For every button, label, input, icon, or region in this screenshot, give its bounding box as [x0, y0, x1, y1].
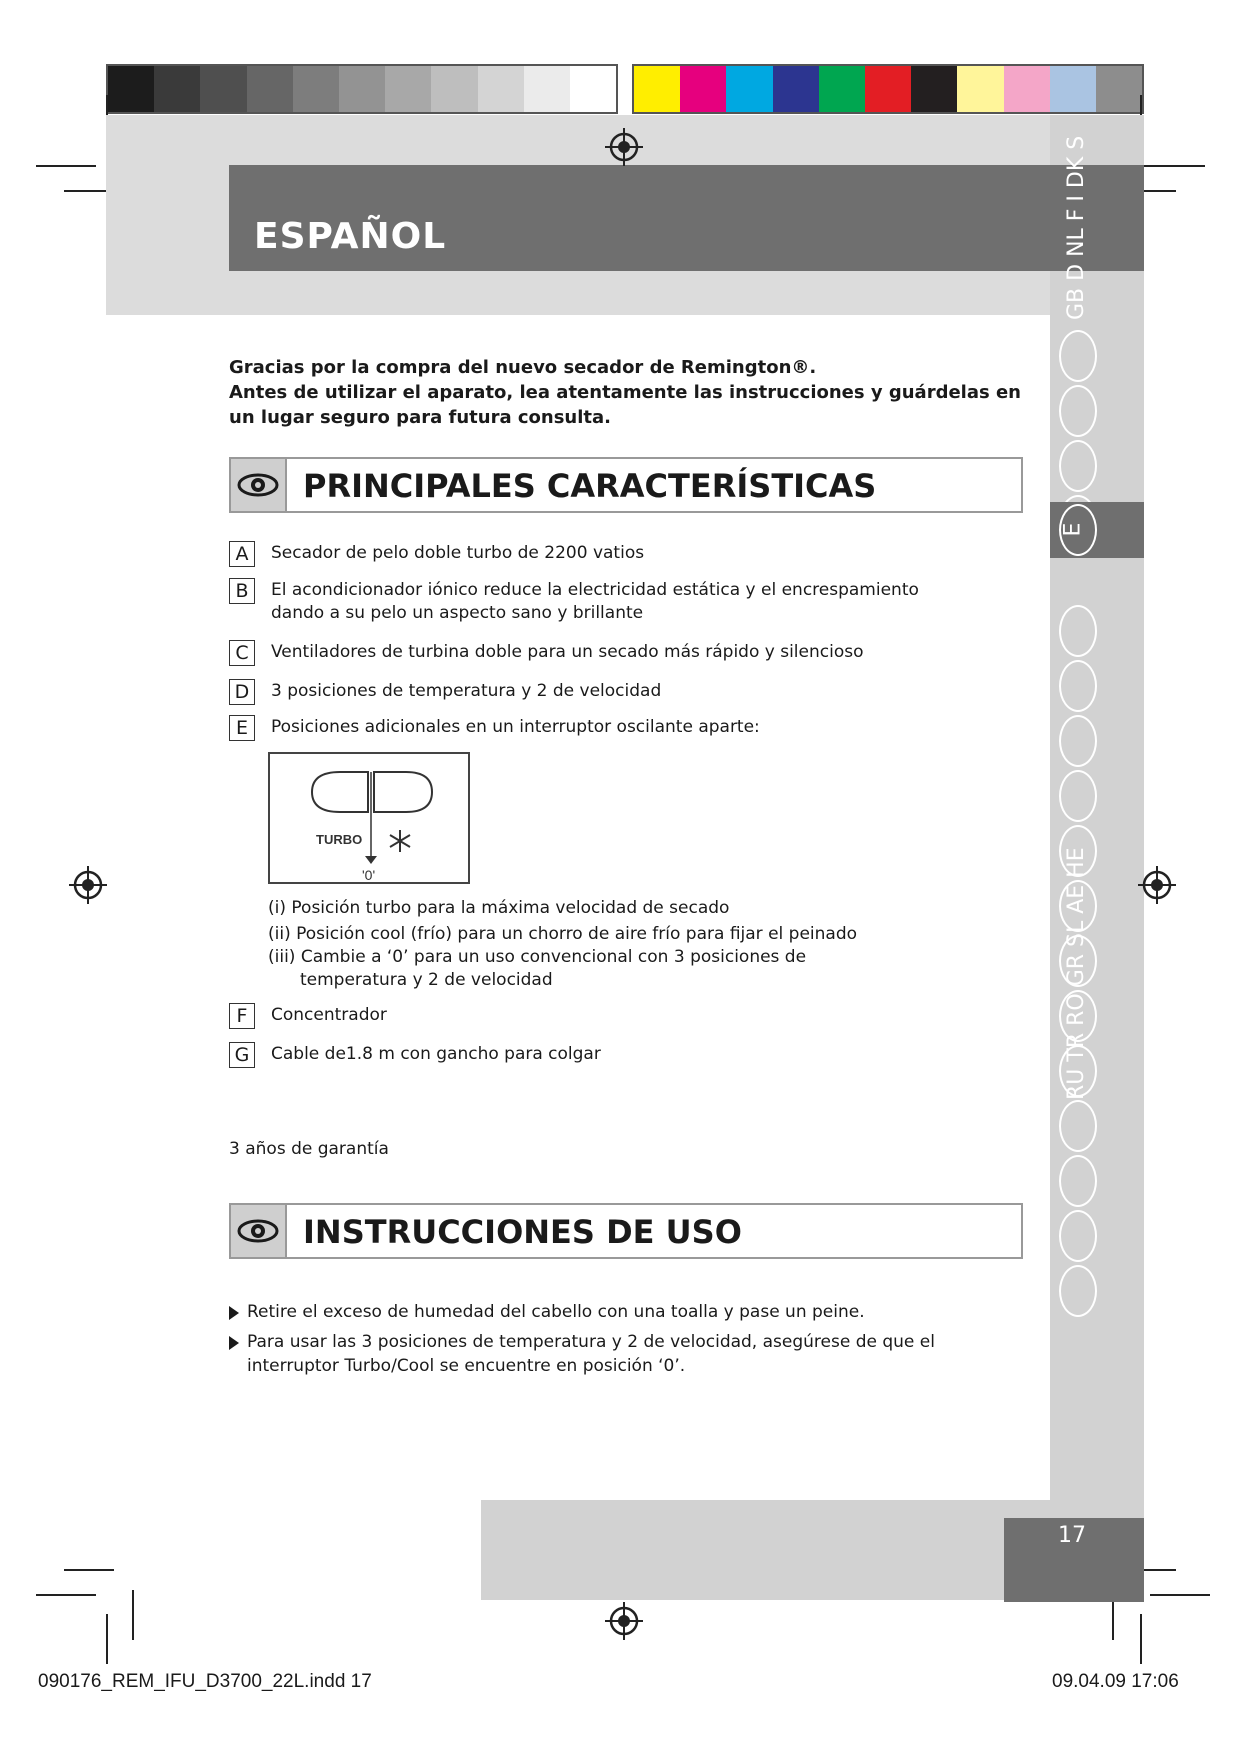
feature-letter: A — [229, 541, 255, 567]
date-slug: 09.04.09 17:06 — [1052, 1671, 1179, 1692]
position-item: (ii) Posición cool (frío) para un chorro de aire frío para fijar el peinado — [268, 924, 858, 944]
section-header-usage — [229, 1203, 1023, 1259]
rocker-switch-diagram — [268, 752, 470, 884]
feature-text: 3 posiciones de temperatura y 2 de velocidad — [271, 681, 662, 701]
color-swatch — [478, 66, 524, 112]
registration-mark-icon — [605, 128, 643, 166]
color-swatch — [200, 66, 246, 112]
usage-bullet-text: Para usar las 3 posiciones de temperatura y 2 de velocidad, asegúrese de que el interruptor Turbo/Cool se encuentre en posición ‘0’. — [247, 1332, 935, 1376]
color-swatch — [1004, 66, 1050, 112]
color-swatch — [570, 66, 616, 112]
switch-positions-list — [268, 897, 968, 992]
feature-text: Concentrador — [271, 1005, 387, 1025]
color-swatch — [911, 66, 957, 112]
bullet-arrow-icon — [229, 1336, 239, 1350]
snowflake-icon — [390, 830, 410, 852]
color-swatch — [957, 66, 1003, 112]
color-swatch — [108, 66, 154, 112]
feature-text: El acondicionador iónico reduce la electricidad estática y el encrespamiento dando a su pelo un aspecto sano y brillante — [271, 580, 919, 623]
color-swatch — [819, 66, 865, 112]
language-tab-circle — [1059, 1155, 1097, 1207]
eye-icon-box — [231, 1205, 287, 1257]
feature-letter: D — [229, 679, 255, 705]
color-swatch — [524, 66, 570, 112]
grayscale-color-bar — [106, 64, 618, 114]
position-item: temperatura y 2 de velocidad — [300, 970, 553, 990]
feature-text: Ventiladores de turbina doble para un secado más rápido y silencioso — [271, 642, 864, 662]
language-tabs-bottom — [1060, 640, 1092, 1110]
feature-letter: E — [229, 715, 255, 741]
feature-letter: C — [229, 640, 255, 666]
language-codes-top: GB D NL F I DK S — [1064, 135, 1089, 320]
language-tabs-top — [1060, 115, 1092, 320]
section-title-usage: INSTRUCCIONES DE USO — [303, 1213, 742, 1251]
active-language-letter: E — [1060, 522, 1086, 537]
language-tab-circle — [1059, 330, 1097, 382]
color-swatch — [293, 66, 339, 112]
bullet-arrow-icon — [229, 1306, 239, 1320]
page-title: ESPAÑOL — [254, 216, 447, 257]
color-swatch — [634, 66, 680, 112]
position-item: (iii) Cambie a ‘0’ para un uso convencional con 3 posiciones de — [268, 947, 807, 967]
color-swatch — [1050, 66, 1096, 112]
crop-mark — [36, 1594, 96, 1596]
color-swatch — [680, 66, 726, 112]
feature-letter: B — [229, 578, 255, 604]
crop-mark — [1140, 165, 1205, 167]
eye-icon-box — [231, 459, 287, 511]
crop-mark — [1150, 1594, 1210, 1596]
language-tab-circle — [1059, 1265, 1097, 1317]
feature-letter: F — [229, 1003, 255, 1029]
crop-mark — [1140, 1614, 1142, 1664]
intro-text — [229, 355, 1029, 430]
language-tab-circle — [1059, 440, 1097, 492]
rocker-switch-illustration — [270, 754, 468, 882]
file-slug: 090176_REM_IFU_D3700_22L.indd 17 — [38, 1671, 372, 1692]
intro-line-1: Gracias por la compra del nuevo secador de Remington®. — [229, 357, 817, 378]
usage-bullet-text: Retire el exceso de humedad del cabello con una toalla y pase un peine. — [247, 1302, 865, 1322]
section-header-features — [229, 457, 1023, 513]
eye-icon — [231, 459, 285, 511]
color-swatch — [1096, 66, 1142, 112]
registration-mark-icon — [605, 1602, 643, 1640]
color-swatch — [154, 66, 200, 112]
feature-letter: G — [229, 1042, 255, 1068]
zero-label: '0' — [362, 867, 376, 882]
feature-text: Posiciones adicionales en un interruptor oscilante aparte: — [271, 717, 760, 737]
color-swatch — [431, 66, 477, 112]
eye-icon — [231, 1205, 285, 1257]
color-swatch — [726, 66, 772, 112]
crop-mark — [36, 165, 96, 167]
crop-mark — [106, 1614, 108, 1664]
position-item: (i) Posición turbo para la máxima velocidad de secado — [268, 898, 730, 918]
registration-mark-icon — [1138, 866, 1176, 904]
cmyk-color-bar — [632, 64, 1144, 114]
color-swatch — [339, 66, 385, 112]
registration-mark-icon — [69, 866, 107, 904]
section-title-features: PRINCIPALES CARACTERÍSTICAS — [303, 467, 877, 505]
feature-text: Secador de pelo doble turbo de 2200 vatios — [271, 543, 645, 563]
warranty-text: 3 años de garantía — [229, 1139, 389, 1159]
crop-mark — [132, 1590, 134, 1640]
crop-mark — [64, 1569, 114, 1571]
color-swatch — [385, 66, 431, 112]
page-number: 17 — [1058, 1523, 1086, 1548]
turbo-label: TURBO — [316, 832, 363, 847]
feature-text: Cable de1.8 m con gancho para colgar — [271, 1044, 601, 1064]
color-swatch — [247, 66, 293, 112]
color-swatch — [773, 66, 819, 112]
language-tab-circle — [1059, 1210, 1097, 1262]
color-swatch — [865, 66, 911, 112]
language-codes-bottom: RU TR RO GR SL AE HE — [1064, 847, 1089, 1100]
language-tab-circle — [1059, 385, 1097, 437]
intro-line-2: Antes de utilizar el aparato, lea atentamente las instrucciones y guárdelas en un lugar seguro para futura consulta. — [229, 382, 1021, 428]
